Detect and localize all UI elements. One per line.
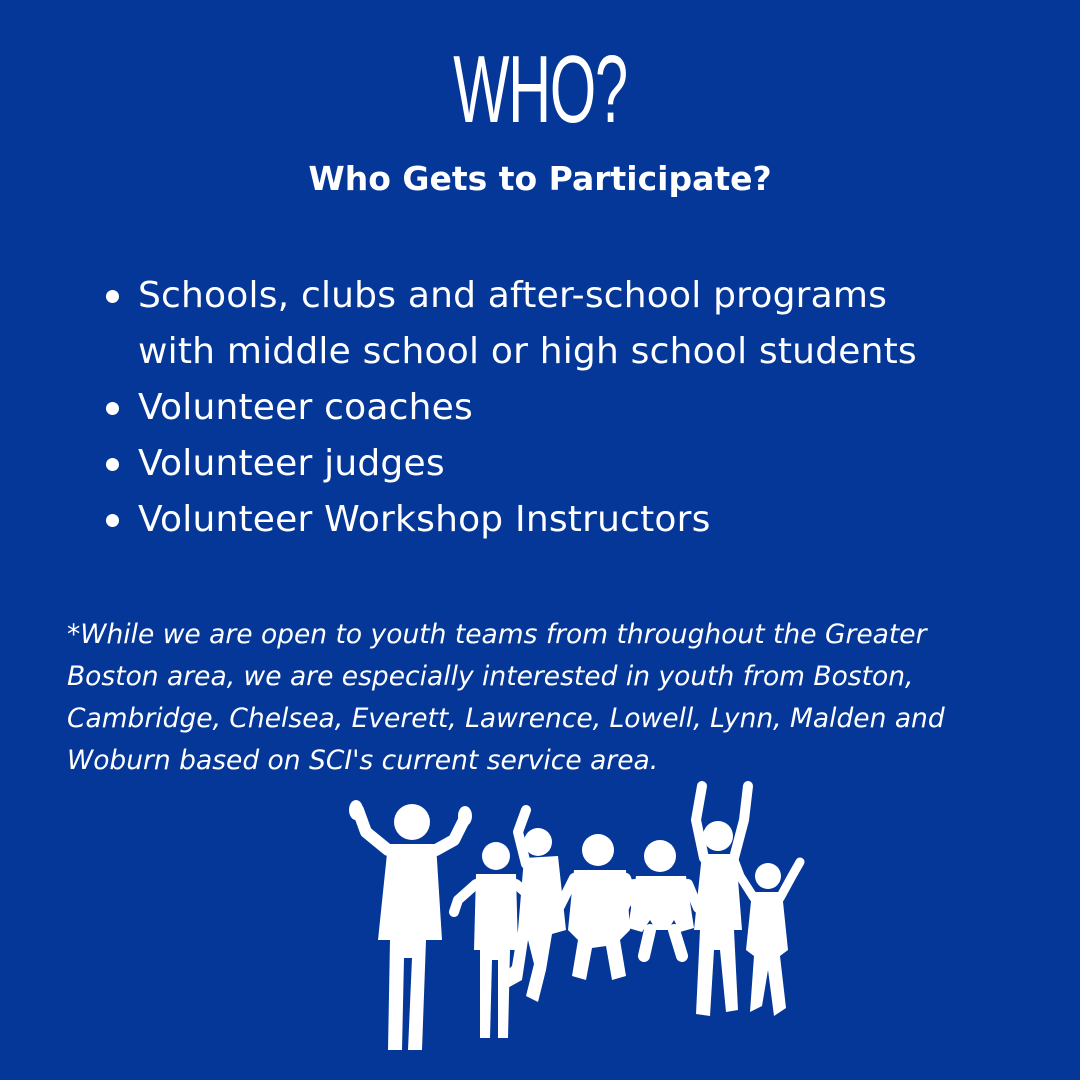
bullet-icon bbox=[106, 458, 119, 471]
page-title: WHO? bbox=[453, 36, 627, 143]
list-item bbox=[98, 436, 1058, 492]
list-item-line: with middle school or high school students bbox=[138, 331, 917, 372]
list-item-line: Schools, clubs and after-school programs bbox=[138, 275, 888, 316]
kid-silhouette-6 bbox=[694, 786, 748, 1016]
page-subtitle: Who Gets to Participate? bbox=[308, 159, 772, 198]
participant-list bbox=[98, 268, 1058, 548]
note-line: Woburn based on SCI's current service area. bbox=[67, 745, 659, 776]
list-item-line: Volunteer Workshop Instructors bbox=[138, 499, 711, 540]
list-item-line: Volunteer judges bbox=[138, 443, 445, 484]
list-item bbox=[98, 380, 1058, 436]
list-item bbox=[98, 492, 1058, 548]
kid-silhouette-1 bbox=[349, 800, 472, 1050]
list-item-line: Volunteer coaches bbox=[138, 387, 473, 428]
note-line: Boston area, we are especially interested in youth from Boston, bbox=[67, 661, 914, 692]
note-line: *While we are open to youth teams from throughout the Greater bbox=[67, 619, 927, 650]
bullet-icon bbox=[106, 290, 119, 303]
bullet-icon bbox=[106, 402, 119, 415]
bullet-icon bbox=[106, 514, 119, 527]
service-area-note bbox=[67, 614, 1027, 782]
kid-silhouette-7 bbox=[734, 860, 800, 1016]
note-line: Cambridge, Chelsea, Everett, Lawrence, Lowell, Lynn, Malden and bbox=[67, 703, 945, 734]
kid-silhouette-5 bbox=[624, 840, 698, 956]
jumping-kids-silhouette-icon bbox=[330, 780, 820, 1070]
list-item bbox=[98, 268, 1058, 380]
